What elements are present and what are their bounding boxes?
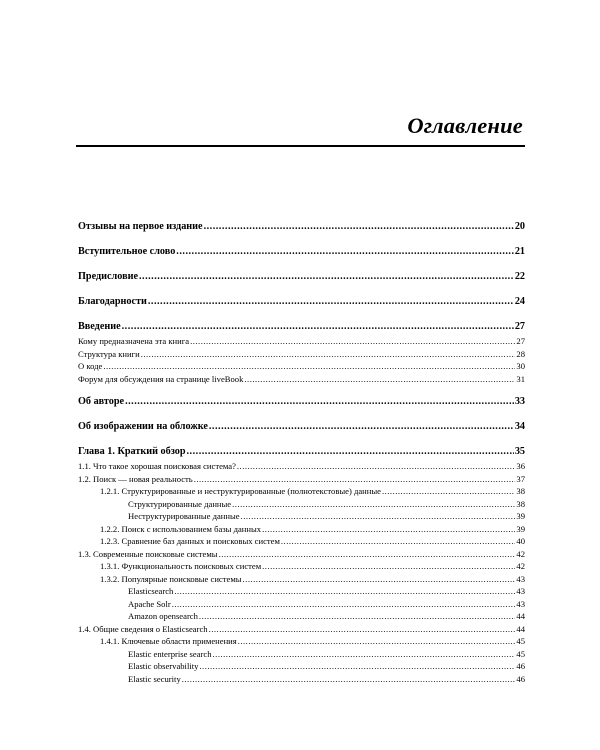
toc-entry-title: 1.3.1. Функциональность поисковых систем bbox=[100, 561, 262, 571]
toc-entry[interactable] bbox=[78, 573, 525, 586]
toc-entry-title: 1.2.3. Сравнение баз данных и поисковых систем bbox=[100, 536, 280, 546]
toc-entry-page: 43 bbox=[516, 573, 525, 584]
table-of-contents bbox=[78, 219, 525, 685]
toc-entry-title: 1.1. Что такое хорошая поисковая система? bbox=[78, 461, 236, 471]
toc-entry-page: 31 bbox=[516, 373, 525, 384]
toc-entry-title: Elastic observability bbox=[128, 661, 199, 671]
toc-entry[interactable] bbox=[78, 673, 525, 686]
toc-entry[interactable] bbox=[78, 623, 525, 636]
toc-leader bbox=[182, 673, 516, 686]
toc-entry-page: 38 bbox=[516, 486, 525, 496]
toc-entry-page: 37 bbox=[516, 473, 525, 484]
toc-leader bbox=[243, 573, 516, 586]
toc-entry-title: О коде bbox=[78, 361, 103, 371]
toc-entry-title: Об авторе bbox=[78, 396, 125, 407]
toc-entry-title: Elasticsearch bbox=[128, 586, 174, 596]
toc-entry-title: Глава 1. Краткий обзор bbox=[78, 446, 186, 457]
toc-entry-page: 43 bbox=[516, 598, 525, 609]
toc-entry-page: 27 bbox=[516, 336, 525, 346]
toc-entry-title: Отзывы на первое издание bbox=[78, 221, 203, 232]
toc-entry-page: 44 bbox=[516, 623, 525, 634]
toc-leader bbox=[172, 598, 516, 611]
toc-entry-page: 42 bbox=[516, 561, 525, 571]
toc-entry[interactable] bbox=[78, 510, 525, 523]
toc-leader bbox=[190, 335, 515, 348]
toc-leader bbox=[209, 419, 514, 435]
toc-entry[interactable] bbox=[78, 269, 525, 285]
toc-entry-title: Структура книги bbox=[78, 348, 140, 359]
toc-entry[interactable] bbox=[78, 648, 525, 661]
toc-entry[interactable] bbox=[78, 394, 525, 410]
toc-leader bbox=[244, 373, 515, 386]
toc-leader bbox=[122, 319, 514, 335]
toc-entry[interactable] bbox=[78, 598, 525, 611]
toc-entry-title: Структурированные данные bbox=[128, 498, 232, 509]
toc-leader bbox=[219, 548, 516, 561]
toc-entry-title: Благодарности bbox=[78, 296, 147, 307]
toc-entry-page: 43 bbox=[516, 586, 525, 596]
toc-entry-title: 1.4. Общие сведения о Elasticsearch bbox=[78, 623, 208, 634]
toc-entry-page: 39 bbox=[516, 511, 525, 521]
toc-entry[interactable] bbox=[78, 460, 525, 473]
toc-leader bbox=[204, 219, 514, 235]
toc-entry-page: 28 bbox=[516, 348, 525, 359]
toc-entry[interactable] bbox=[78, 444, 525, 460]
toc-entry-page: 21 bbox=[514, 246, 525, 257]
toc-leader bbox=[281, 535, 516, 548]
toc-entry[interactable] bbox=[78, 419, 525, 435]
toc-entry[interactable] bbox=[78, 635, 525, 648]
toc-entry[interactable] bbox=[78, 523, 525, 536]
toc-leader bbox=[209, 623, 516, 636]
toc-leader bbox=[199, 610, 515, 623]
toc-entry-page: 39 bbox=[516, 523, 525, 534]
toc-entry-page: 24 bbox=[514, 296, 525, 307]
toc-entry-title: 1.2. Поиск — новая реальность bbox=[78, 473, 193, 484]
toc-entry-title: 1.2.1. Структурированные и неструктурированные (полнотекстовые) данные bbox=[100, 486, 381, 496]
page-title: Оглавление bbox=[407, 113, 523, 138]
toc-entry-page: 40 bbox=[516, 536, 525, 546]
toc-entry-title: Кому предназначена эта книга bbox=[78, 336, 190, 346]
toc-leader bbox=[232, 498, 515, 511]
toc-leader bbox=[382, 485, 515, 498]
toc-leader bbox=[213, 648, 516, 661]
toc-entry-title: Вступительное слово bbox=[78, 246, 176, 257]
toc-entry[interactable] bbox=[78, 244, 525, 260]
toc-leader bbox=[199, 660, 515, 673]
toc-leader bbox=[262, 523, 515, 536]
toc-entry-page: 44 bbox=[516, 611, 525, 621]
toc-entry-page: 45 bbox=[516, 648, 525, 659]
toc-leader bbox=[176, 244, 514, 260]
toc-entry-title: Предисловие bbox=[78, 271, 138, 282]
toc-entry-title: Форум для обсуждения на странице liveBook bbox=[78, 373, 244, 384]
toc-entry-title: Введение bbox=[78, 321, 121, 332]
toc-entry[interactable] bbox=[78, 485, 525, 498]
toc-leader bbox=[238, 635, 516, 648]
toc-entry-title: Amazon opensearch bbox=[128, 611, 198, 621]
toc-leader bbox=[262, 560, 515, 573]
toc-leader bbox=[174, 585, 515, 598]
toc-entry-page: 45 bbox=[516, 636, 525, 646]
toc-entry-page: 33 bbox=[514, 396, 525, 407]
toc-entry-page: 20 bbox=[514, 221, 525, 232]
toc-entry[interactable] bbox=[78, 373, 525, 386]
toc-entry[interactable] bbox=[78, 360, 525, 373]
toc-leader bbox=[139, 269, 514, 285]
toc-entry[interactable] bbox=[78, 348, 525, 361]
toc-entry-title: 1.2.2. Поиск с использованием базы данных bbox=[100, 523, 262, 534]
toc-leader bbox=[125, 394, 514, 410]
toc-entry-page: 30 bbox=[516, 361, 525, 371]
toc-entry[interactable] bbox=[78, 219, 525, 235]
toc-leader bbox=[237, 460, 516, 473]
toc-entry[interactable] bbox=[78, 319, 525, 335]
toc-entry[interactable] bbox=[78, 660, 525, 673]
toc-entry-page: 27 bbox=[514, 321, 525, 332]
toc-entry-page: 46 bbox=[516, 673, 525, 684]
toc-entry-page: 22 bbox=[514, 271, 525, 282]
toc-entry-title: Apache Solr bbox=[128, 598, 171, 609]
toc-entry-page: 35 bbox=[514, 446, 525, 457]
toc-leader bbox=[241, 510, 516, 523]
toc-entry-title: Elastic enterprise search bbox=[128, 648, 212, 659]
toc-entry-page: 36 bbox=[516, 461, 525, 471]
toc-leader bbox=[141, 348, 516, 361]
toc-entry-page: 38 bbox=[516, 498, 525, 509]
toc-entry[interactable] bbox=[78, 610, 525, 623]
toc-entry-title: Об изображении на обложке bbox=[78, 421, 208, 432]
toc-entry-page: 34 bbox=[514, 421, 525, 432]
toc-entry[interactable] bbox=[78, 473, 525, 486]
toc-entry-title: 1.3.2. Популярные поисковые системы bbox=[100, 573, 242, 584]
toc-leader bbox=[103, 360, 515, 373]
toc-entry-title: Неструктурированные данные bbox=[128, 511, 240, 521]
toc-entry[interactable] bbox=[78, 585, 525, 598]
toc-entry[interactable] bbox=[78, 335, 525, 348]
toc-entry-page: 46 bbox=[516, 661, 525, 671]
toc-entry-page: 42 bbox=[516, 548, 525, 559]
toc-entry-title: 1.3. Современные поисковые системы bbox=[78, 548, 218, 559]
toc-entry-title: Elastic security bbox=[128, 673, 181, 684]
toc-entry[interactable] bbox=[78, 535, 525, 548]
toc-entry-title: 1.4.1. Ключевые области применения bbox=[100, 636, 237, 646]
toc-entry[interactable] bbox=[78, 294, 525, 310]
toc-leader bbox=[148, 294, 514, 310]
toc-entry[interactable] bbox=[78, 548, 525, 561]
toc-leader bbox=[187, 444, 514, 460]
title-rule bbox=[76, 145, 525, 147]
toc-leader bbox=[194, 473, 516, 486]
toc-entry[interactable] bbox=[78, 560, 525, 573]
toc-entry[interactable] bbox=[78, 498, 525, 511]
